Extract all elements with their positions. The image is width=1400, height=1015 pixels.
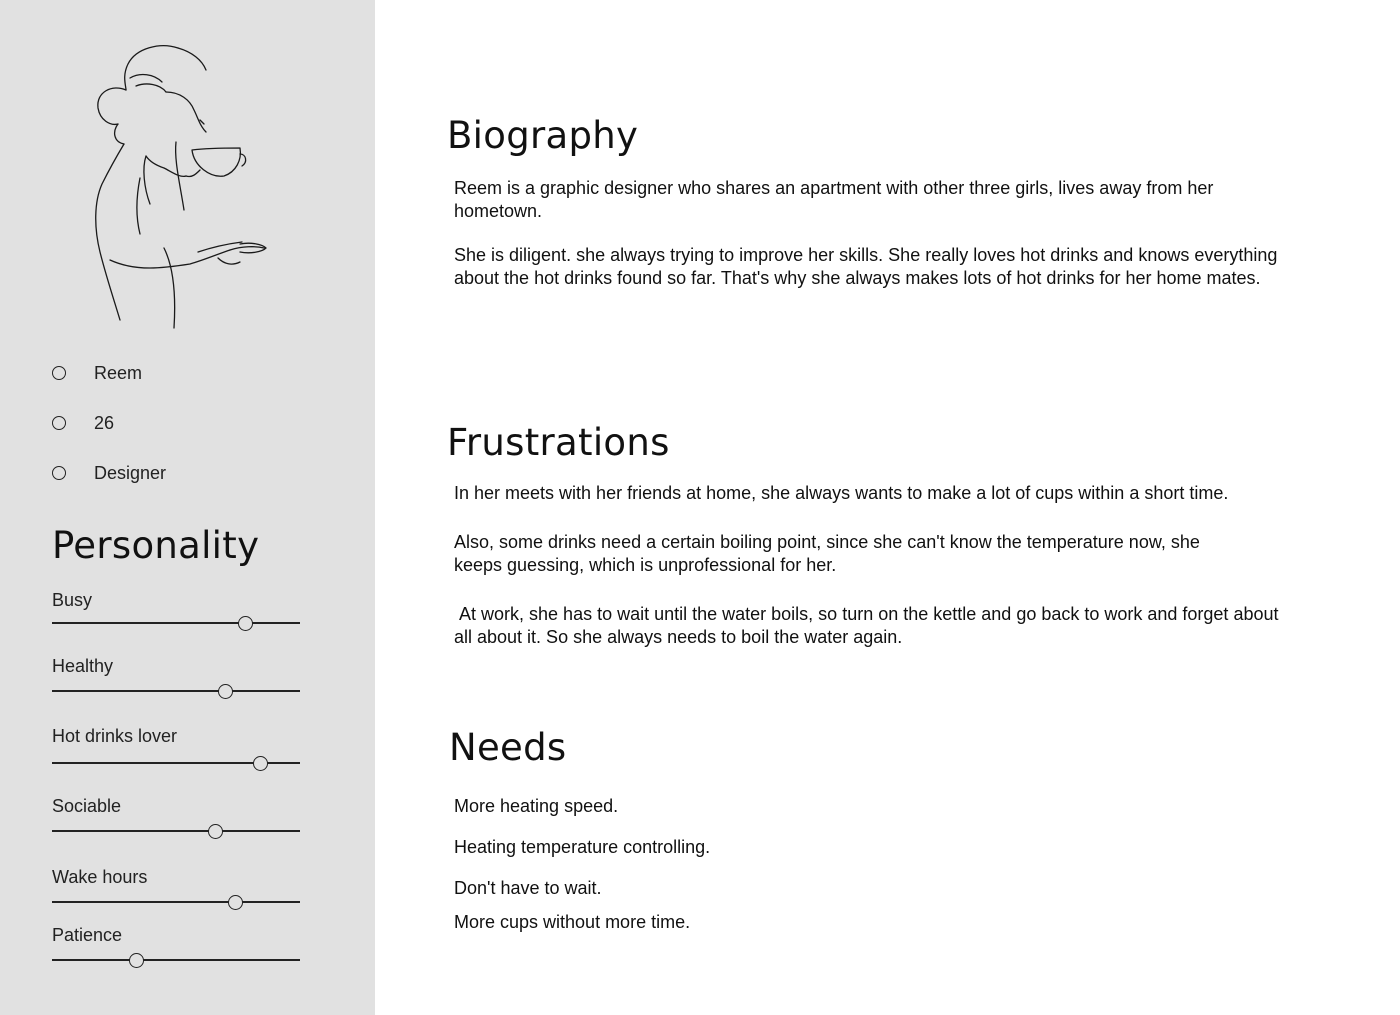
- profile-age-row: [52, 412, 115, 434]
- trait-healthy: [52, 656, 302, 696]
- trait-sociable: [52, 796, 302, 836]
- age-radio-icon: [52, 416, 66, 430]
- trait-slider-knob[interactable]: [208, 824, 223, 839]
- trait-label: Healthy: [52, 656, 114, 676]
- occupation-radio-icon: [52, 466, 66, 480]
- trait-slider-track: [52, 690, 300, 692]
- trait-busy: [52, 590, 302, 630]
- trait-slider-knob[interactable]: [228, 895, 243, 910]
- needs-item: More heating speed.: [454, 796, 619, 816]
- trait-slider-track: [52, 959, 300, 961]
- name-radio-icon: [52, 366, 66, 380]
- trait-patience: [52, 925, 302, 965]
- profile-name: Reem: [94, 363, 143, 383]
- profile-name-row: [52, 362, 143, 384]
- profile-occupation-row: [52, 462, 167, 484]
- frustration-paragraph: At work, she has to wait until the water boils, so turn on the kettle and go back to work and forget about all about it. So she always needs to boil the water again.: [454, 604, 1284, 647]
- trait-slider-knob[interactable]: [129, 953, 144, 968]
- biography-paragraph: She is diligent. she always trying to improve her skills. She really loves hot drinks and knows everything about the hot drinks found so far. That's why she always makes lots of hot drinks for her home mates.: [454, 245, 1278, 288]
- personality-heading: Personality: [52, 524, 260, 567]
- frustration-paragraph: In her meets with her friends at home, she always wants to make a lot of cups within a short time.: [454, 483, 1229, 503]
- trait-slider-track: [52, 622, 300, 624]
- trait-hot-drinks-lover: [52, 726, 302, 766]
- trait-label: Busy: [52, 590, 93, 610]
- needs-item: More cups without more time.: [454, 912, 691, 932]
- trait-slider-track: [52, 901, 300, 903]
- trait-slider-knob[interactable]: [238, 616, 253, 631]
- needs-heading: Needs: [449, 726, 567, 769]
- trait-wake-hours: [52, 867, 302, 907]
- trait-slider-knob[interactable]: [253, 756, 268, 771]
- profile-age: 26: [94, 413, 115, 433]
- frustrations-heading: Frustrations: [447, 421, 670, 464]
- biography-heading: Biography: [447, 114, 639, 157]
- woman-drinking-tea-icon: [80, 38, 280, 338]
- needs-item: Don't have to wait.: [454, 878, 602, 898]
- needs-item: Heating temperature controlling.: [454, 837, 711, 857]
- trait-slider-knob[interactable]: [218, 684, 233, 699]
- biography-paragraph: Reem is a graphic designer who shares an apartment with other three girls, lives away from her hometown.: [454, 178, 1214, 221]
- trait-label: Hot drinks lover: [52, 726, 178, 746]
- trait-slider-track: [52, 830, 300, 832]
- frustration-paragraph: Also, some drinks need a certain boiling point, since she can't know the temperature now, she keeps guessing, which is unprofessional for her.: [454, 532, 1200, 575]
- trait-label: Patience: [52, 925, 123, 945]
- profile-occupation: Designer: [94, 463, 167, 483]
- trait-label: Wake hours: [52, 867, 148, 887]
- trait-label: Sociable: [52, 796, 122, 816]
- persona-sidebar: [0, 0, 375, 1015]
